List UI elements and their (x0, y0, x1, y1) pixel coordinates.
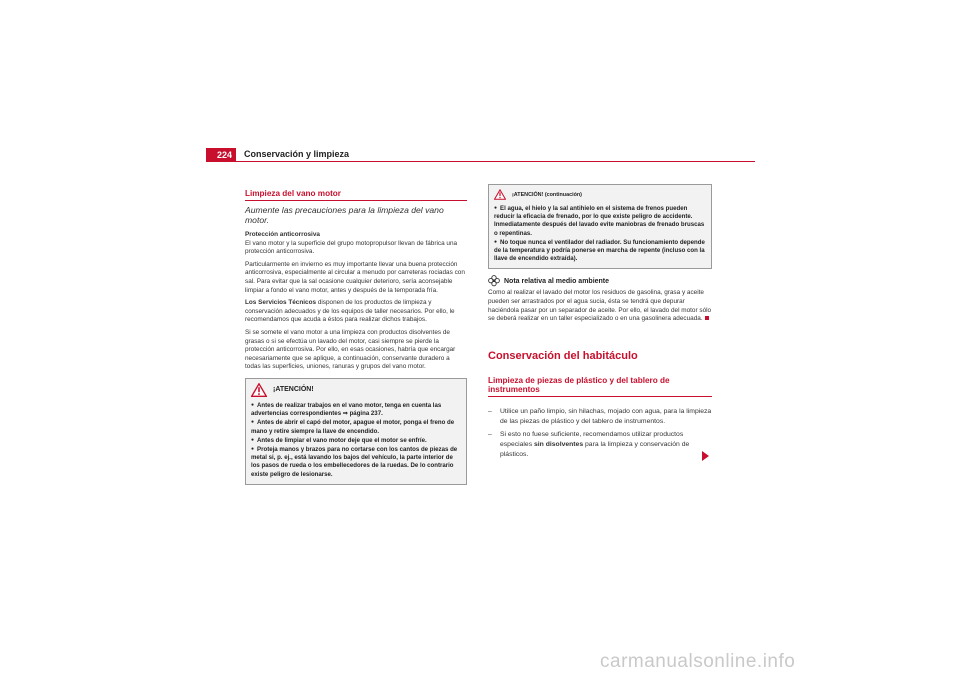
paragraph-4: Si se somete el vano motor a una limpieza con productos disolventes de grasas o si se efectúa un lavado del motor, casi siempre se pierde la protección anticorrosiva. Por ello, en esas ocasiones, habría que encargar necesariamente que se aplique, a continuación, conservante duradero a todas las superficies, uniones, ranuras y grupos del vano motor. (245, 328, 456, 371)
list-item-text: Utilice un paño limpio, sin hilachas, mojado con agua, para la limpieza de las piezas de plástico y del tablero de instrumentos. (500, 407, 712, 425)
list-item-text: Si esto no fuese suficiente, recomendamos utilizar productos especiales sin disolventes para la limpieza y conservación de plásticos. (500, 430, 690, 458)
environment-note-title: Nota relativa al medio ambiente (504, 277, 610, 285)
paragraph-3 (245, 299, 467, 325)
warning-item: ● No toque nunca el ventilador del radiador. Su funcionamiento depende de la temperatura y podría ponerse en marcha de repente (incluso con la llave de encendido extraída). (494, 238, 706, 264)
warning-header (251, 383, 461, 397)
end-mark-icon (705, 316, 709, 320)
paragraph-3-text: disponen de los productos de limpieza y conservación adecuados y de los equipos de taller necesarios. Por ello, le recomendamos que acuda a éstos para realizar dichos trabajos. (245, 299, 455, 324)
warning-item: ● El agua, el hielo y la sal antihielo en el sistema de frenos pueden reducir la eficacia de frenado, por lo que existe peligro de accidente. Inmediatamente después del lavado evite maniobras de frenado bruscas o repentinas. (494, 204, 706, 238)
warning-box-continued (488, 184, 712, 269)
warning-triangle-icon (251, 383, 267, 397)
chapter-heading-interior: Conservación del habitáculo (488, 349, 638, 362)
header-rule (206, 161, 755, 162)
warning-list (251, 401, 461, 479)
warning-title: ¡ATENCIÓN! (273, 386, 314, 394)
section-title-engine: Limpieza del vano motor (245, 189, 467, 201)
paragraph-1: El vano motor y la superficie del grupo motopropulsor llevan de fábrica una protección anticorrosiva. (245, 239, 458, 256)
environment-note-header (488, 275, 712, 287)
right-column (488, 184, 712, 463)
warning-item: ● Antes de abrir el capó del motor, apague el motor, ponga el freno de mano y retire siempre la llave de encendido. (251, 418, 461, 435)
warning-item: ● Proteja manos y brazos para no cortarse con los cantos de piezas de metal si, p. ej., está lavando los bajos del vehículo, la parte interior de los pasos de rueda o los embellecedores de la ruedas. De lo contrario existe peligro de lesionarse. (251, 445, 461, 479)
chapter-title: Conservación y limpieza (244, 149, 350, 159)
warning-box (245, 378, 467, 485)
warning-triangle-icon (494, 189, 506, 200)
warning-cont-list (494, 204, 706, 263)
subheading-corrosion: Protección anticorrosiva (245, 231, 320, 238)
warning-item: ● Antes de limpiar el vano motor deje que el motor se enfríe. (251, 436, 461, 445)
section-subtitle: Aumente las precauciones para la limpieza del vano motor. (245, 205, 444, 225)
warning-item: ● Antes de realizar trabajos en el vano motor, tenga en cuenta las advertencias correspondientes ⇒ página 237. (251, 401, 461, 418)
section-title-plastics: Limpieza de piezas de plástico y del tablero de instrumentos (488, 376, 712, 397)
dash-bullet: – (488, 407, 492, 415)
list-item (488, 407, 712, 427)
dash-bullet: – (488, 430, 492, 438)
environment-note-text: Como al realizar el lavado del motor los residuos de gasolina, grasa y aceite pueden ser arrastrados por el agua sucia, ésta se tendrá que depurar haciéndola pasar por un separador de aceite. Por ello, el lavado del motor sólo se deberá realizar en un taller especializado o en una gasolinera adecuada. (488, 289, 712, 323)
continue-arrow-icon (702, 451, 709, 461)
watermark: carmanualsonline.info (600, 651, 796, 672)
warning-cont-title: ¡ATENCIÓN! (continuación) (512, 191, 582, 198)
left-column (245, 189, 467, 485)
warning-cont-header (494, 189, 706, 200)
flower-icon (488, 275, 500, 287)
list-item (488, 430, 712, 460)
paragraph-3-bold: Los Servicios Técnicos (245, 299, 317, 307)
paragraph-2: Particularmente en invierno es muy importante llevar una buena protección anticorrosiva, especialmente al circular a menudo por carreteras rociadas con sal. Para evitar que la sal ocasione cualquier deterioro, sería aconsejable limpiar a fondo el vano motor, antes y después de la temporada fría. (245, 260, 465, 294)
page-number: 224 (206, 148, 236, 162)
